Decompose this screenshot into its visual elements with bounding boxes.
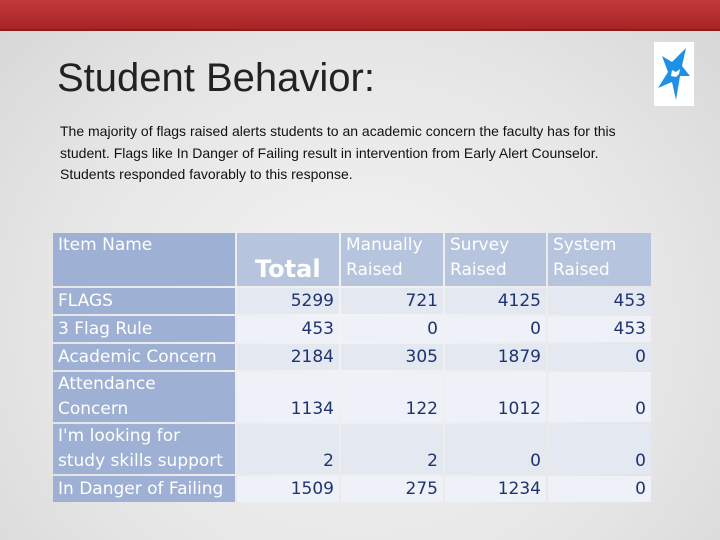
survey-cell: 1234 xyxy=(445,476,546,502)
total-cell: 1509 xyxy=(237,476,339,502)
header-item-name: Item Name xyxy=(53,233,235,286)
flags-table xyxy=(51,231,653,504)
row-name: Academic Concern xyxy=(53,344,235,370)
system-cell: 453 xyxy=(548,288,651,314)
slide-body-text: The majority of flags raised alerts students to an academic concern the faculty has for this student. Flags like In Danger of Failing result in intervention from Early Alert Counselor. Students responded favorably to this response. xyxy=(60,123,616,182)
header-survey-raised: Survey Raised xyxy=(445,233,546,286)
system-cell: 453 xyxy=(548,316,651,342)
star-logo-icon xyxy=(654,42,694,106)
manual-cell: 0 xyxy=(341,316,443,342)
row-name: FLAGS xyxy=(53,288,235,314)
table-row xyxy=(53,288,651,314)
row-name: I'm looking for study skills support xyxy=(53,424,235,474)
table-row xyxy=(53,344,651,370)
manual-cell: 122 xyxy=(341,372,443,422)
table-row xyxy=(53,476,651,502)
survey-cell: 0 xyxy=(445,316,546,342)
table-header-row xyxy=(53,233,651,286)
header-system-raised: System Raised xyxy=(548,233,651,286)
table-row xyxy=(53,372,651,422)
total-cell: 2 xyxy=(237,424,339,474)
survey-cell: 0 xyxy=(445,424,546,474)
row-name: In Danger of Failing xyxy=(53,476,235,502)
table-row xyxy=(53,316,651,342)
row-name: 3 Flag Rule xyxy=(53,316,235,342)
manual-cell: 721 xyxy=(341,288,443,314)
total-cell: 453 xyxy=(237,316,339,342)
survey-cell: 4125 xyxy=(445,288,546,314)
total-cell: 1134 xyxy=(237,372,339,422)
total-cell: 5299 xyxy=(237,288,339,314)
slide-title: Student Behavior: xyxy=(57,56,375,100)
manual-cell: 275 xyxy=(341,476,443,502)
row-name: Attendance Concern xyxy=(53,372,235,422)
manual-cell: 305 xyxy=(341,344,443,370)
table-row xyxy=(53,424,651,474)
system-cell: 0 xyxy=(548,424,651,474)
manual-cell: 2 xyxy=(341,424,443,474)
top-accent-bar xyxy=(0,0,720,31)
header-manually-raised: Manually Raised xyxy=(341,233,443,286)
header-total: Total xyxy=(237,233,339,286)
system-cell: 0 xyxy=(548,372,651,422)
survey-cell: 1879 xyxy=(445,344,546,370)
system-cell: 0 xyxy=(548,344,651,370)
system-cell: 0 xyxy=(548,476,651,502)
total-cell: 2184 xyxy=(237,344,339,370)
survey-cell: 1012 xyxy=(445,372,546,422)
